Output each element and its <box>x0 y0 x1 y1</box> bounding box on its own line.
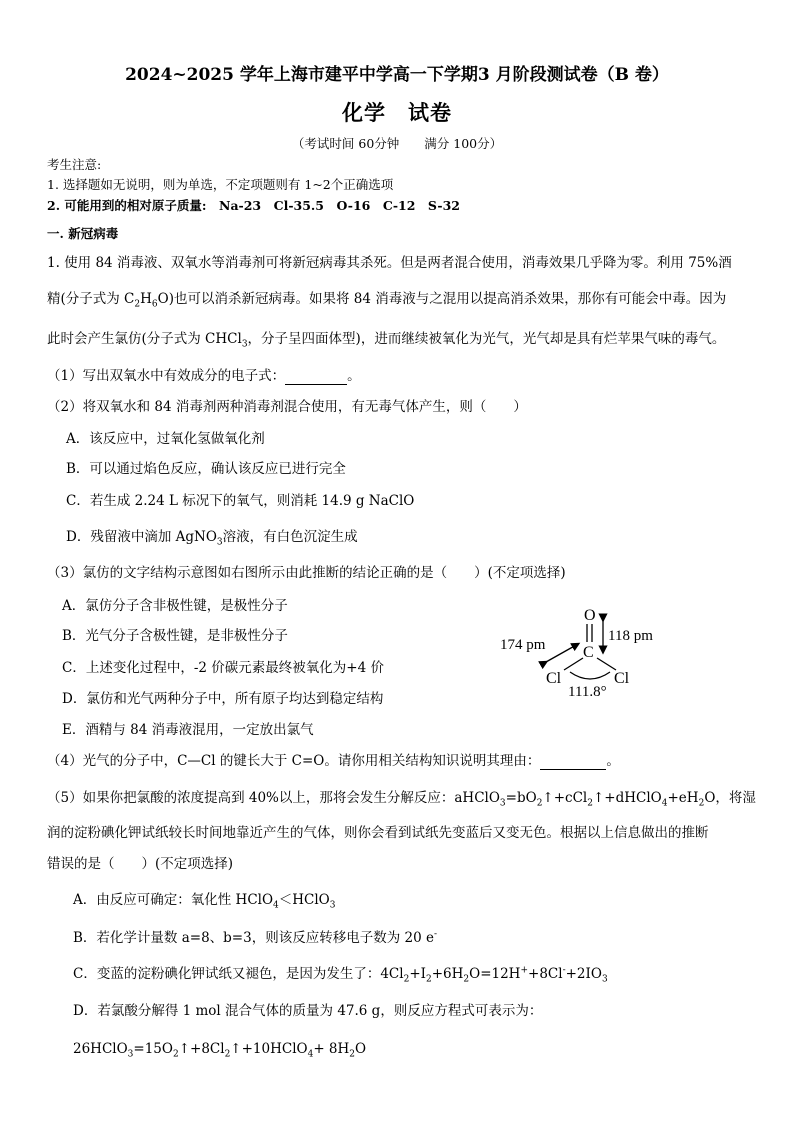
question-2-option-a[interactable]: A．该反应中，过氧化氢做氧化剂 <box>66 431 265 447</box>
question-5-option-c[interactable]: C．变蓝的淀粉碘化钾试纸又褪色，是因为发生了：$4Cl_2+I_2+6H_2O=12H^++8Cl^-+2IO_3$ <box>73 965 608 985</box>
question-2-option-b[interactable]: B．可以通过焰色反应，确认该反应已进行完全 <box>66 461 346 477</box>
chlorine-atom-left: Cl <box>546 670 562 687</box>
question-2-option-d[interactable]: D．残留液中滴加 AgNO$_3$溶液，有白色沉淀生成 <box>66 529 358 548</box>
carbon-atom-label: C <box>583 644 594 661</box>
question-5-option-a[interactable]: A．由反应可确定：氧化性 HClO$_4$＜HClO$_3$ <box>73 892 336 911</box>
question-1: （1）写出双氧水中有效成分的电子式： 。 <box>47 368 361 384</box>
oxygen-atom-label: O <box>584 607 596 624</box>
notes-line-2: 2. 可能用到的相对原子质量: Na-23 Cl-35.5 O-16 C-12 S-32 <box>47 198 460 213</box>
question-5-equation: $26HClO_3=15O_2↑+8Cl_2↑+10HClO_4+ 8H_2O$ <box>73 1041 367 1060</box>
question-3-option-c[interactable]: C．上述变化过程中，-2 价碳元素最终被氧化为+4 价 <box>62 660 384 676</box>
answer-blank[interactable] <box>285 384 347 385</box>
question-3-option-d[interactable]: D．氯仿和光气两种分子中，所有原子均达到稳定结构 <box>62 691 384 707</box>
exam-info: （考试时间 60分钟 满分 100分） <box>291 136 503 151</box>
ccl-length-arrow <box>546 644 578 662</box>
bond-angle-arc <box>570 672 610 679</box>
passage-line-3: 此时会产生氯仿(分子式为 CHCl$_3$，分子呈四面体型)，进而继续被氧化为光气，光气却是具有烂苹果气味的毒气。 <box>47 331 726 350</box>
question-5-line-1: （5）如果你把氯酸的浓度提高到 40%以上，那将会发生分解反应：$aHClO_3=bO_2↑+cCl_2↑+dHClO_4+eH_2O$，将湿 <box>47 790 756 809</box>
subject-title: 化学 试卷 <box>342 100 452 125</box>
question-5-option-b[interactable]: B．若化学计量数 a=8、b=3，则该反应转移电子数为 20 e- <box>73 929 437 946</box>
notes-heading: 考生注意: <box>47 157 102 172</box>
c-cl-bond-right <box>597 658 616 670</box>
chlorine-atom-right: Cl <box>614 670 630 687</box>
question-3-option-a[interactable]: A．氯仿分子含非极性键，是极性分子 <box>62 598 288 614</box>
question-4: （4）光气的分子中，C—Cl 的键长大于 C=O。请你用相关结构知识说明其理由： 。 <box>47 753 620 769</box>
question-5-line-3: 错误的是（ ）(不定项选择) <box>47 856 234 872</box>
answer-blank[interactable] <box>540 769 606 770</box>
question-3-option-e[interactable]: E．酒精与 84 消毒液混用，一定放出氯气 <box>62 722 314 738</box>
co-bond-length-label: 118 pm <box>608 628 653 644</box>
question-3-option-b[interactable]: B．光气分子含极性键，是非极性分子 <box>62 628 288 644</box>
c-cl-bond-left <box>564 658 583 670</box>
question-2-option-c[interactable]: C．若生成 2.24 L 标况下的氧气，则消耗 14.9 g NaClO <box>66 493 415 509</box>
section-heading: 一. 新冠病毒 <box>47 226 119 241</box>
passage-line-2: 精(分子式为 $C_2H_6O$)也可以消杀新冠病毒。如果将 84 消毒液与之混用以提高消杀效果，那你有可能会中毒。因为 <box>47 291 727 310</box>
phosgene-structure-diagram <box>498 600 688 700</box>
notes-line-1: 1. 选择题如无说明，则为单选，不定项题则有 1~2个正确选项 <box>47 177 394 192</box>
question-2-stem: （2）将双氧水和 84 消毒剂两种消毒剂混合使用，有无毒气体产生，则（ ） <box>47 399 527 415</box>
question-5-line-2: 润的淀粉碘化钾试纸较长时间地靠近产生的气体，则你会看到试纸先变蓝后又变无色。根据以上信息做出的推断 <box>47 825 709 841</box>
question-3-stem: （3）氯仿的文字结构示意图如右图所示由此推断的结论正确的是（ ）(不定项选择) <box>47 565 566 581</box>
passage-line-1: 1. 使用 84 消毒液、双氧水等消毒剂可将新冠病毒其杀死。但是两者混合使用，消毒效果几乎降为零。利用 75%酒 <box>47 255 732 271</box>
bond-angle-label: 111.8° <box>568 684 607 700</box>
ccl-bond-length-label: 174 pm <box>500 637 546 653</box>
exam-title: 2024~2025 学年上海市建平中学高一下学期3 月阶段测试卷（B 卷） <box>125 65 669 85</box>
question-5-option-d[interactable]: D．若氯酸分解得 1 mol 混合气体的质量为 47.6 g，则反应方程式可表示为： <box>73 1003 543 1019</box>
